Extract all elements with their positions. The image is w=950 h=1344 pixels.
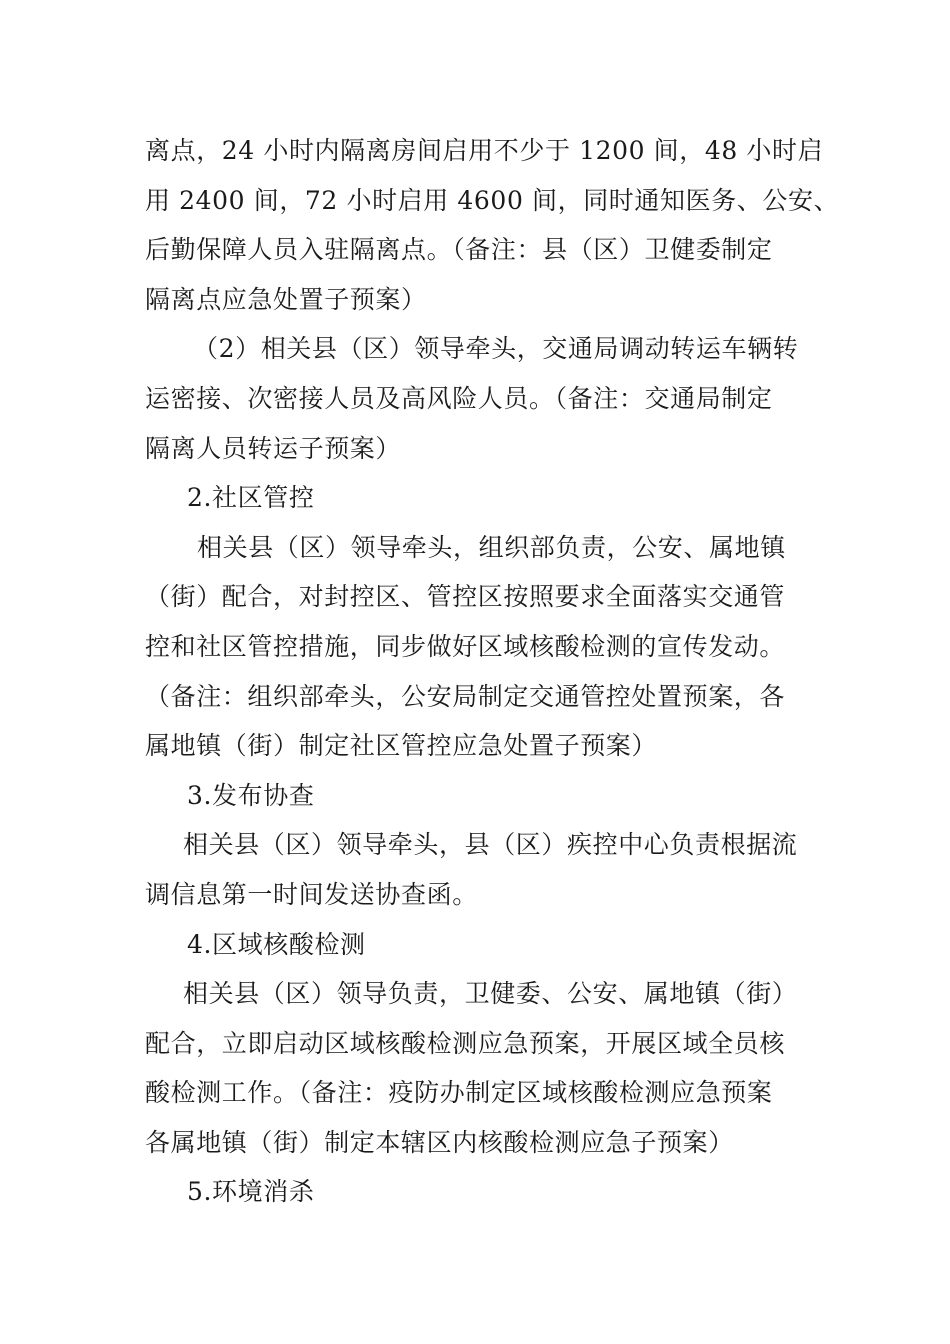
body-line: 后勤保障人员入驻隔离点。（备注：县（区）卫健委制定: [145, 235, 773, 265]
body-line: 酸检测工作。（备注：疫防办制定区域核酸检测应急预案: [145, 1078, 773, 1108]
body-line: （街）配合，对封控区、管控区按照要求全面落实交通管: [145, 582, 786, 612]
body-line: 各属地镇（街）制定本辖区内核酸检测应急子预案）: [145, 1127, 734, 1157]
section-heading: 4.区域核酸检测: [187, 929, 366, 959]
body-line: 调信息第一时间发送协查函。: [145, 879, 478, 909]
body-line: 控和社区管控措施，同步做好区域核酸检测的宣传发动。: [145, 631, 786, 661]
document-body: [145, 126, 840, 1217]
section-heading: 5.环境消杀: [187, 1177, 315, 1207]
body-line: 属地镇（街）制定社区管控应急处置子预案）: [145, 731, 658, 761]
paragraph-start-line: 相关县（区）领导负责，卫健委、公安、属地镇（街）: [183, 979, 798, 1009]
section-heading: 2.社区管控: [187, 483, 315, 513]
body-line: 离点，24 小时内隔离房间启用不少于 1200 间，48 小时启: [145, 136, 824, 165]
body-line: 隔离点应急处置子预案）: [145, 284, 427, 314]
paragraph-start-line: （2）相关县（区）领导牵头，交通局调动转运车辆转: [193, 334, 799, 364]
paragraph-start-line: 相关县（区）领导牵头，县（区）疾控中心负责根据流: [183, 830, 798, 860]
body-line: （备注：组织部牵头，公安局制定交通管控处置预案，各: [145, 681, 786, 711]
body-line: 运密接、次密接人员及高风险人员。（备注：交通局制定: [145, 383, 773, 413]
section-heading: 3.发布协查: [187, 780, 315, 810]
body-line: 配合，立即启动区域核酸检测应急预案，开展区域全员核: [145, 1028, 786, 1058]
paragraph-start-line: 相关县（区）领导牵头，组织部负责，公安、属地镇: [197, 532, 786, 562]
body-line: 隔离人员转运子预案）: [145, 433, 402, 463]
body-line: 用 2400 间，72 小时启用 4600 间，同时通知医务、公安、: [145, 185, 840, 215]
